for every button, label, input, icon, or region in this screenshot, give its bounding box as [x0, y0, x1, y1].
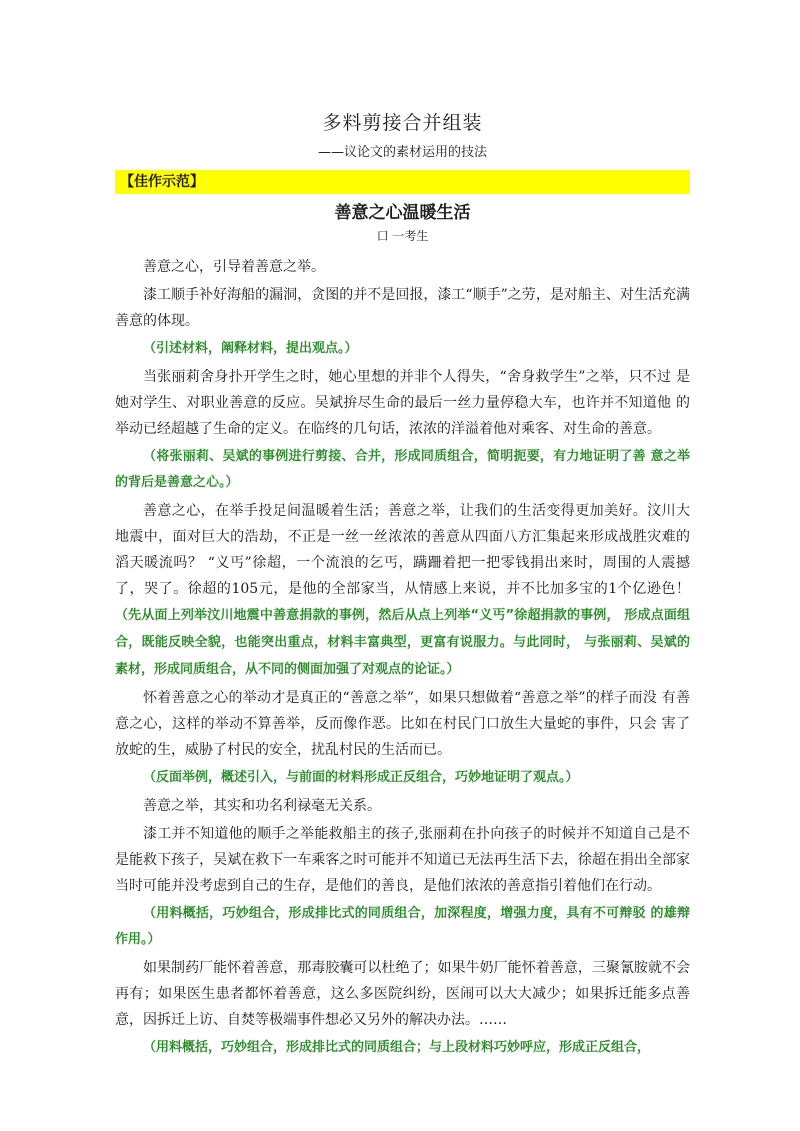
section-banner: 【佳作示范】	[115, 170, 690, 194]
paragraph: 善意之心，引导着善意之举。	[143, 259, 325, 275]
essay-author: 口 一考生	[376, 229, 429, 243]
paragraph: 当张丽莉舍身扑开学生之时，她心里想的并非个人得失，“舍身救学生”之举，只不过 是她对学生、对职业善意的反应。吴斌拚尽生命的最后一丝力量停稳大车，也许并不知道他 的举动已经超越了生命的定义。在临终的几句话，浓浓的洋溢着他对乘客、对生命的善意。	[115, 369, 690, 437]
annotation: （将张丽莉、吴斌的事例进行剪接、合并，形成同质组合，简明扼要，有力地证明了善 意之举的背后是善意之心。）	[115, 449, 690, 490]
annotation: （用料概括，巧妙组合，形成排比式的同质组合；与上段材料巧妙呼应，形成正反组合，	[143, 1040, 651, 1055]
document-page	[115, 100, 690, 1063]
paragraph: 善意之举，其实和功名利禄毫无关系。	[143, 798, 381, 814]
paragraph	[115, 498, 690, 683]
annotation: （反面举例，概述引入，与前面的材料形成正反组合，巧妙地证明了观点。）	[143, 770, 579, 785]
paragraph: 如果制药厂能怀着善意，那毒胶囊可以杜绝了；如果牛奶厂能怀着善意，三聚氰胺就不会再有；如果医生患者都怀着善意，这么多医院纠纷，医闹可以大大减少；如果拆迁能多点善意，因拆迁上访、自焚等极端事件想必又另外的解决办法。……	[115, 960, 690, 1028]
annotation: （用料概括，巧妙组合，形成排比式的同质组合，加深程度，增强力度，具有不可辩驳 的雄辩作用。）	[115, 906, 690, 947]
annotation: （引述材料，阐释材料，提出观点。）	[143, 341, 358, 356]
inline-annotation: （先从面上列举汶川地震中善意捐款的事例，然后从点上列举“义丐”徐超捐款的事例， 形成点面组合，既能反映全貌，也能突出重点，材料丰富典型，更富有说服力。与此同时， 与张丽莉、吴斌的素材，形成同质组合，从不同的侧面加强了对观点的论证。）	[115, 608, 690, 677]
document-title: 多料剪接合并组装	[322, 112, 483, 134]
paragraph-text: 善意之心，在举手投足间温暖着生活；善意之举，让我们的生活变得更加美好。汶川大 地震中，面对巨大的浩劫，不正是一丝一丝浓浓的善意从四面八方汇集起来形成战胜灾难的 滔天暖流吗？ “义丐”徐超，一个流浪的乞丐，蹒跚着把一把零钱捐出来时，周围的人震撼 了，哭了。徐超的105元，是他的全部家当，从情感上来说，并不比加多宝的1个亿逊色！	[115, 503, 690, 597]
essay-title: 善意之心温暖生活	[334, 203, 471, 223]
paragraph: 怀着善意之心的举动才是真正的“善意之举”，如果只想做着“善意之举”的样子而没 有善意之心，这样的举动不算善举，反而像作恶。比如在村民门口放生大量蛇的事件，只会 害了放蛇的生，威胁了村民的安全，扰乱村民的生活而已。	[115, 690, 690, 758]
paragraph: 漆工顺手补好海船的漏洞，贪图的并不是回报，漆工“顺手”之劳，是对船主、对生活充满善意的体现。	[115, 287, 690, 329]
document-subtitle: ——议论文的素材运用的技法	[317, 145, 487, 160]
paragraph: 漆工并不知道他的顺手之举能救船主的孩子,张丽莉在扑向孩子的时候并不知道自己是不是能救下孩子，吴斌在救下一车乘客之时可能并不知道已无法再生活下去，徐超在捐出全部家当时可能并没考虑到自己的生存，是他们的善良，是他们浓浓的善意指引着他们在行动。	[115, 826, 690, 894]
